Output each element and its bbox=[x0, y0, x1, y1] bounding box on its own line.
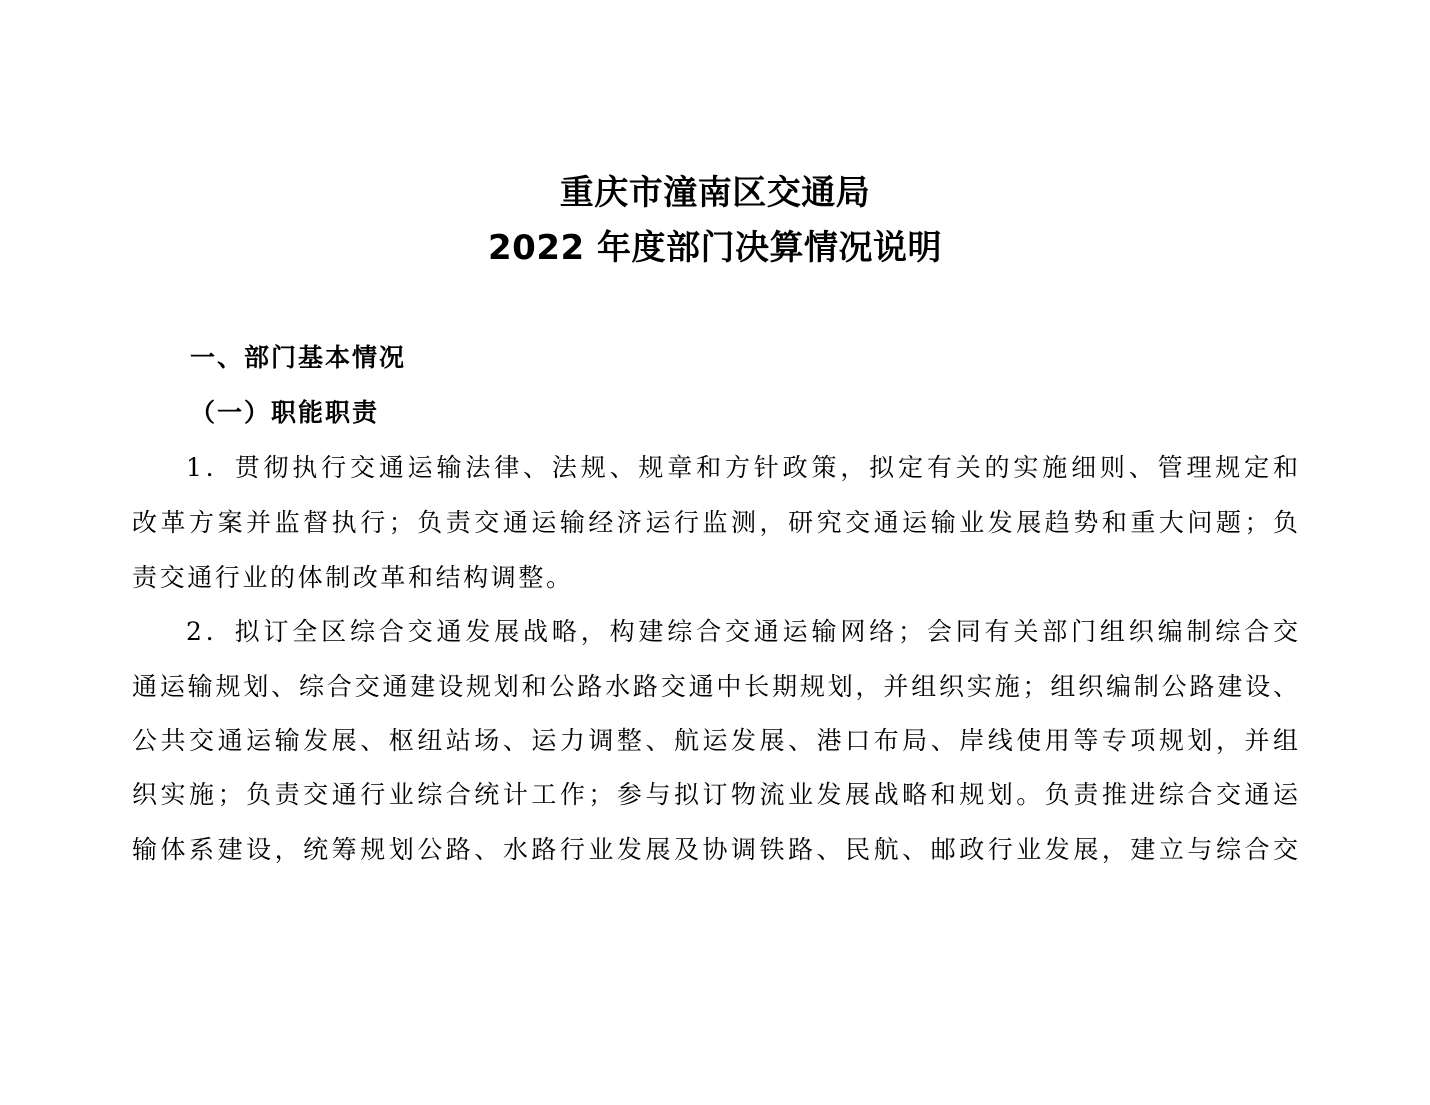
paragraph-2-line-4: 织实施；负责交通行业综合统计工作；参与拟订物流业发展战略和规划。负责推进综合交通运 bbox=[132, 780, 1298, 809]
document-title-line-2: 2022 年度部门决算情况说明 bbox=[488, 228, 942, 268]
paragraph-2-line-2: 通运输规划、综合交通建设规划和公路水路交通中长期规划，并组织实施；组织编制公路建设、 bbox=[132, 672, 1298, 701]
paragraph-2-line-3: 公共交通运输发展、枢纽站场、运力调整、航运发展、港口布局、岸线使用等专项规划，并组 bbox=[132, 726, 1298, 755]
section-heading: 一、部门基本情况 bbox=[190, 343, 407, 372]
paragraph-1-line-1: 1．贯彻执行交通运输法律、法规、规章和方针政策，拟定有关的实施细则、管理规定和 bbox=[186, 453, 1298, 482]
subsection-heading: （一）职能职责 bbox=[190, 398, 380, 427]
paragraph-2-line-1: 2．拟订全区综合交通发展战略，构建综合交通运输网络；会同有关部门组织编制综合交 bbox=[186, 617, 1298, 646]
paragraph-1-line-2: 改革方案并监督执行；负责交通运输经济运行监测，研究交通运输业发展趋势和重大问题；负 bbox=[132, 508, 1298, 537]
document-title-line-1: 重庆市潼南区交通局 bbox=[559, 173, 871, 213]
paragraph-2-line-5: 输体系建设，统筹规划公路、水路行业发展及协调铁路、民航、邮政行业发展，建立与综合交 bbox=[132, 835, 1298, 864]
paragraph-1-line-3: 责交通行业的体制改革和结构调整。 bbox=[132, 563, 574, 592]
